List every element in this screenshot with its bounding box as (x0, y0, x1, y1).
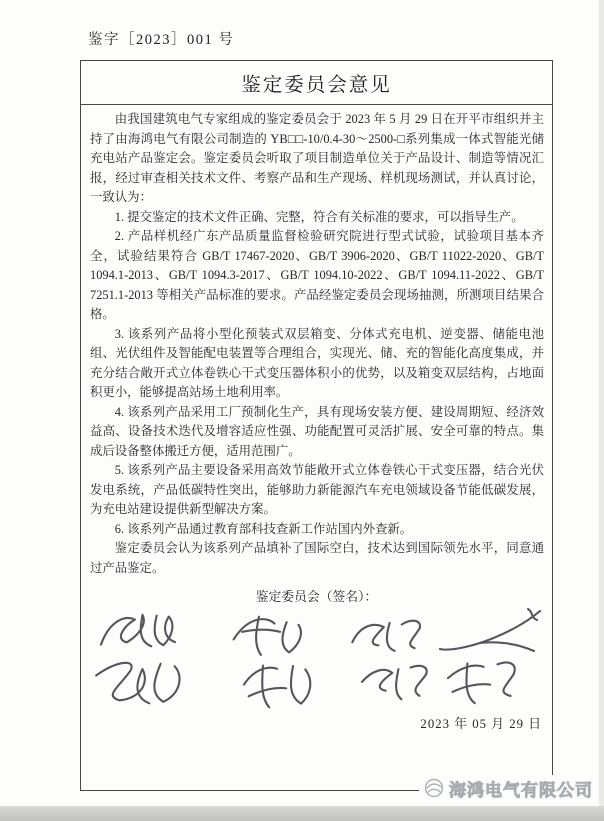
document-title: 鉴定委员会意见 (81, 61, 552, 105)
footer-company-name: 海鸿电气有限公司 (449, 780, 593, 800)
signature (440, 609, 540, 651)
handwritten-signatures (88, 607, 546, 711)
signature (447, 662, 515, 704)
doc-paragraph: 4. 该系列产品采用工厂预制化生产，具有现场安装方便、建设周期短、经济效益高、设备技术迭代及增容适应性强、功能配置可灵活扩展、安全可靠的特点。集成后设备整体搬迁方便，适用范围广。 (90, 404, 544, 458)
doc-paragraph: 2. 产品样机经广东产品质量监督检验研究院进行型式试验，试验项目基本齐全，试验结果符合 GB/T 17467-2020、GB/T 3906-2020、GB/T 11022-2020、GB/T 1094.1-2013、GB/T 1094.3-2017、GB/T 1094.10-2022、GB/T 1094.11-2022、GB/T 7251.1-2013 等相关产品标准的要求。产品经鉴定委员会现场抽测，所测项目结果合格。 (90, 229, 544, 321)
doc-paragraph: 1. 提交鉴定的技术文件正确、完整，符合有关标准的要求，可以指导生产。 (114, 209, 524, 224)
signature (361, 664, 426, 700)
doc-paragraph: 5. 该系列产品主要设备采用高效节能敞开式立体卷铁心干式变压器，结合光伏发电系统，产品低碳特性突出，能够助力新能源汽车充电领域设备节能低碳发展，为充电站建设提供新型解决方案。 (90, 463, 544, 516)
document-date: 2023 年 05 月 29 日 (420, 717, 542, 731)
doc-paragraph: 鉴定委员会认为该系列产品填补了国际空白，技术达到国际领先水平，同意通过产品鉴定。 (90, 541, 544, 575)
signature (95, 661, 180, 704)
doc-paragraph: 3. 该系列产品将小型化预装式双层箱变、分体式充电机、逆变器、储能电池组、光伏组件及智能配电装置等合理组合，实现光、储、充的智能化高度集成，并充分结合敞开式立体卷铁心干式变压器体积小的优势，以及箱变双层结构，占地面积更小，能够提高站场土地利用率。 (90, 326, 544, 399)
signature (232, 615, 301, 656)
signature (351, 620, 420, 652)
document-body (81, 105, 552, 578)
footer-watermark (419, 775, 596, 801)
signature (98, 612, 175, 650)
company-logo-icon (422, 776, 446, 800)
document-number: 鉴字［2023］001 号 (88, 32, 235, 48)
scan-edge (0, 806, 604, 821)
doc-paragraph: 由我国建筑电气专家组成的鉴定委员会于 2023 年 5 月 29 日在开平市组织并主持了由海鸿电气有限公司制造的 YB□□-10/0.4-30～2500-□系列集成一体式智能光储充电站产品鉴定会。鉴定委员会听取了项目制造单位关于产品设计、制造等情况汇报，经过审查相关技术文件、考察产品和生产现场、样机现场测试，并认真讨论，一致认为： (90, 112, 544, 204)
scan-edge (599, 0, 604, 821)
signature (243, 663, 311, 708)
doc-paragraph: 6. 该系列产品通过教育部科技查新工作站国内外查新。 (114, 521, 413, 536)
signature-section-label: 鉴定委员会（签名）： (255, 590, 378, 604)
document-frame (80, 60, 553, 791)
